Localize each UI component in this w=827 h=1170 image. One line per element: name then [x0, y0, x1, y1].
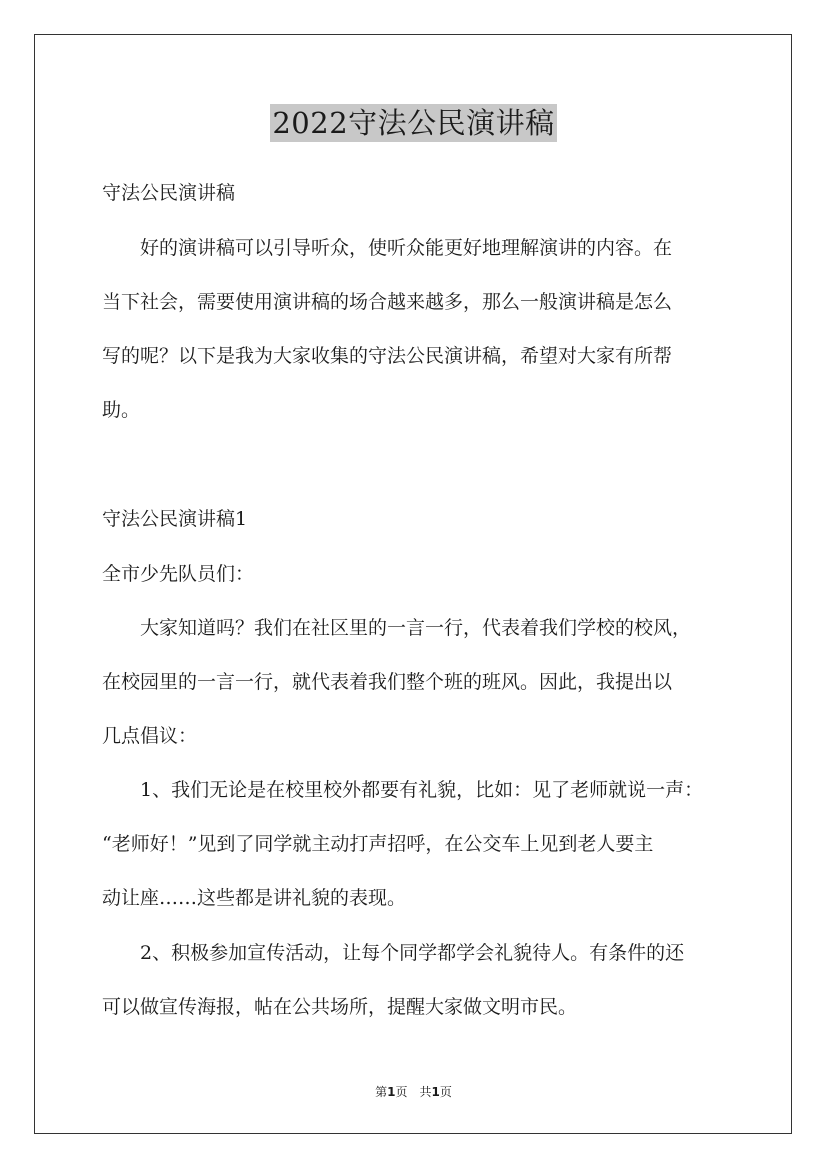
paragraph-line: 在校园里的一言一行，就代表着我们整个班的班风。因此，我提出以	[102, 671, 673, 693]
paragraph-line: 可以做宣传海报，帖在公共场所，提醒大家做文明市民。	[102, 996, 578, 1018]
salutation-line: 全市少先队员们：	[102, 563, 255, 585]
page-footer	[0, 1084, 827, 1100]
footer-page-number: 1	[387, 1085, 396, 1099]
footer-suffix: 页	[439, 1085, 452, 1099]
paragraph-line: 助。	[102, 399, 141, 421]
footer-mid: 页 共	[395, 1085, 432, 1099]
footer-page-total: 1	[431, 1085, 440, 1099]
document-title-wrap	[0, 104, 827, 142]
paragraph-line: 大家知道吗？我们在社区里的一言一行，代表着我们学校的校风，	[102, 617, 692, 639]
paragraph-line: 写的呢？以下是我为大家收集的守法公民演讲稿，希望对大家有所帮	[102, 345, 673, 367]
footer-prefix: 第	[375, 1085, 388, 1099]
paragraph-line: 1、我们无论是在校里校外都要有礼貌，比如：见了老师就说一声：	[102, 779, 704, 801]
paragraph-line: 2、积极参加宣传活动，让每个同学都学会礼貌待人。有条件的还	[102, 942, 685, 964]
paragraph-line: “老师好！”见到了同学就主动打声招呼，在公交车上见到老人要主	[102, 833, 654, 855]
section-heading: 守法公民演讲稿	[102, 182, 236, 204]
document-title: 2022守法公民演讲稿	[272, 106, 555, 140]
paragraph-line: 好的演讲稿可以引导听众，使听众能更好地理解演讲的内容。在	[102, 237, 673, 259]
paragraph-line: 当下社会，需要使用演讲稿的场合越来越多，那么一般演讲稿是怎么	[102, 291, 673, 313]
paragraph-line: 动让座……这些都是讲礼貌的表现。	[102, 887, 407, 909]
paragraph-line: 几点倡议：	[102, 725, 198, 747]
section-heading: 守法公民演讲稿1	[102, 508, 248, 530]
